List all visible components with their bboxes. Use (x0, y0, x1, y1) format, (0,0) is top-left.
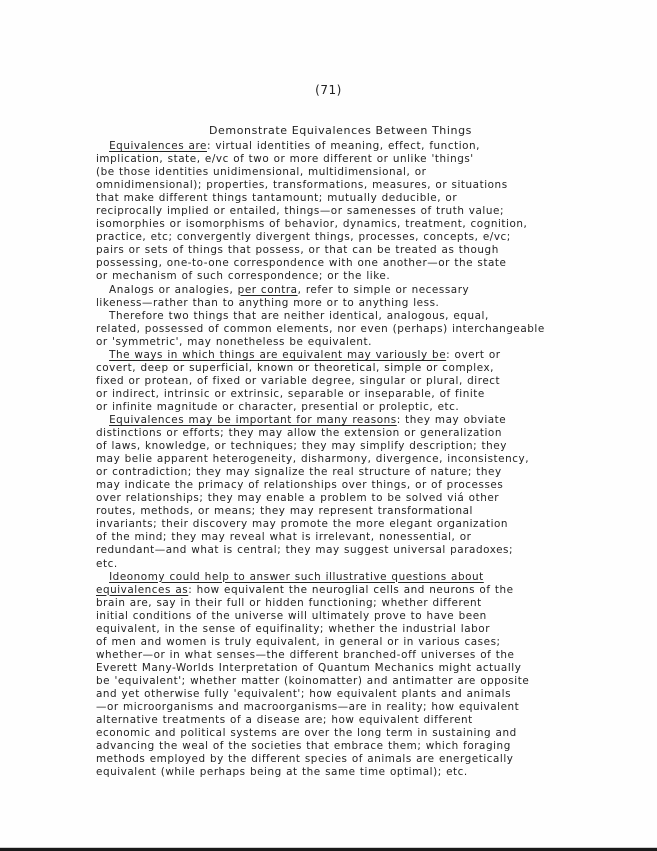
text-line (96, 544, 616, 557)
line-text: or contradiction; they may signalize the real structure of nature; they (96, 466, 502, 479)
line-text: fixed or protean, of fixed or variable degree, singular or plural, direct (96, 374, 501, 387)
text-line (96, 597, 616, 610)
underlined-phrase: Ideonomy could help to answer such illustrative questions about (109, 570, 484, 583)
text-line (96, 192, 616, 205)
text-line (96, 336, 616, 349)
underlined-phrase: Equivalences may be important for many reasons (109, 413, 397, 426)
text-line (96, 727, 616, 740)
text-line (96, 205, 616, 218)
text-line (96, 440, 616, 453)
text-line (96, 414, 616, 427)
text-line (96, 218, 616, 231)
line-text: over relationships; they may enable a problem to be solved viá other (96, 492, 500, 505)
line-text: or 'symmetric', may nonetheless be equivalent. (96, 335, 373, 348)
line-text: Everett Many-Worlds Interpretation of Quantum Mechanics might actually (96, 661, 522, 674)
text-line (96, 349, 616, 362)
text-line (96, 453, 616, 466)
text-line (96, 231, 616, 244)
line-text: equivalent (while perhaps being at the same time optimal); etc. (96, 766, 468, 779)
line-text: of the mind; they may reveal what is irrelevant, nonessential, or (96, 531, 472, 544)
line-text: , refer to simple or necessary (297, 283, 470, 296)
text-line (96, 140, 616, 153)
line-text: methods employed by the different species of animals are energetically (96, 753, 514, 766)
underlined-phrase: Equivalences are (109, 140, 208, 152)
line-text: —or microorganisms and macroorganisms—are in reality; how equivalent (96, 701, 520, 714)
text-line (96, 649, 616, 662)
line-text (96, 349, 109, 361)
line-text: distinctions or efforts; they may allow the extension or generalization (96, 427, 502, 440)
text-line (96, 662, 616, 675)
line-text: etc. (96, 557, 118, 570)
underlined-phrase: equivalences as (96, 583, 189, 596)
text-line (96, 505, 616, 518)
line-text: may belie apparent heterogeneity, disharmony, divergence, inconsistency, (96, 453, 530, 466)
line-text: whether—or in what senses—the different branched-off universes of the (96, 648, 515, 661)
page-number: (71) (315, 83, 342, 97)
text-line (96, 401, 616, 414)
text-line (96, 362, 616, 375)
line-text: : how equivalent the neuroglial cells and neurons of the (188, 583, 514, 596)
text-line (96, 766, 616, 779)
text-line (96, 688, 616, 701)
text-line (96, 257, 616, 270)
underlined-phrase: The ways in which things are equivalent may variously be (109, 348, 447, 361)
text-line (96, 479, 616, 492)
line-text: omnidimensional); properties, transformations, measures, or situations (96, 179, 508, 192)
line-text: brain are, say in their full or hidden functioning; whether different (96, 596, 482, 609)
text-line (96, 518, 616, 531)
line-text: or indirect, intrinsic or extrinsic, separable or inseparable, of finite (96, 387, 485, 400)
line-text: and yet otherwise fully 'equivalent'; how equivalent plants and animals (96, 687, 512, 700)
line-text: : virtual identities of meaning, effect, function, (207, 140, 481, 152)
line-text: practice, etc; convergently divergent things, processes, concepts, e/vc; (96, 231, 511, 244)
line-text: related, possessed of common elements, nor even (perhaps) interchangeable (96, 322, 545, 335)
text-line (96, 675, 616, 688)
scan-bottom-edge (0, 847, 657, 851)
text-line (96, 558, 616, 571)
line-text: be 'equivalent'; whether matter (koinomatter) and antimatter are opposite (96, 674, 530, 687)
text-line (96, 244, 616, 257)
line-text: Therefore two things that are neither identical, analogous, equal, (96, 309, 489, 322)
text-line (96, 610, 616, 623)
line-text: may indicate the primacy of relationships over things, or of processes (96, 479, 504, 492)
line-text: isomorphies or isomorphisms of behavior, dynamics, treatment, cognition, (96, 218, 528, 231)
text-line (96, 492, 616, 505)
text-line (96, 466, 616, 479)
line-text: alternative treatments of a disease are; how equivalent different (96, 714, 473, 727)
line-text: of laws, knowledge, or techniques; they may simplify description; they (96, 440, 507, 453)
page-title: Demonstrate Equivalences Between Things (208, 124, 473, 137)
line-text: likeness—rather than to anything more or to anything less. (96, 296, 440, 309)
line-text: possessing, one-to-one correspondence with one another—or the state (96, 257, 507, 270)
line-text: of men and women is truly equivalent, in general or in various cases; (96, 635, 501, 648)
line-text: redundant—and what is central; they may suggest universal paradoxes; (96, 544, 514, 557)
text-line (96, 636, 616, 649)
text-line (96, 571, 616, 584)
text-line (96, 701, 616, 714)
line-text: (be those identities unidimensional, multidimensional, or (96, 166, 427, 179)
line-text: economic and political systems are over the long term in sustaining and (96, 727, 517, 740)
text-line (96, 297, 616, 310)
line-text: invariants; their discovery may promote the more elegant organization (96, 518, 509, 531)
line-text (96, 140, 109, 152)
line-text: routes, methods, or means; they may represent transformational (96, 505, 473, 518)
line-text: reciprocally implied or entailed, things—or samenesses of truth value; (96, 205, 504, 218)
line-text: advancing the weal of the societies that embrace them; which foraging (96, 740, 511, 753)
underlined-phrase: per contra (237, 283, 298, 296)
text-line (96, 284, 616, 297)
line-text: equivalent, in the sense of equifinality; whether the industrial labor (96, 622, 491, 635)
body-text (96, 140, 616, 779)
text-line (96, 388, 616, 401)
line-text: initial conditions of the universe will ultimately prove to have been (96, 609, 487, 622)
text-line (96, 714, 616, 727)
line-text: : overt or (446, 348, 501, 361)
line-text: implication, state, e/vc of two or more different or unlike 'things' (96, 153, 474, 166)
text-line (96, 179, 616, 192)
line-text: Analogs or analogies, (96, 283, 238, 296)
line-text (96, 571, 109, 583)
line-text: pairs or sets of things that possess, or that can be treated as though (96, 244, 499, 257)
text-line (96, 153, 616, 166)
line-text (96, 414, 109, 426)
text-line (96, 166, 616, 179)
text-line (96, 753, 616, 766)
text-line (96, 531, 616, 544)
text-line (96, 427, 616, 440)
text-line (96, 270, 616, 283)
line-text: covert, deep or superficial, known or theoretical, simple or complex, (96, 361, 495, 374)
text-line (96, 584, 616, 597)
text-line (96, 323, 616, 336)
line-text: or infinite magnitude or character, presential or proleptic, etc. (96, 400, 460, 413)
line-text: that make different things tantamount; mutually deducible, or (96, 192, 458, 205)
text-line (96, 310, 616, 323)
text-line (96, 375, 616, 388)
line-text: : they may obviate (396, 413, 507, 426)
text-line (96, 740, 616, 753)
text-line (96, 623, 616, 636)
line-text: or mechanism of such correspondence; or the like. (96, 270, 391, 283)
